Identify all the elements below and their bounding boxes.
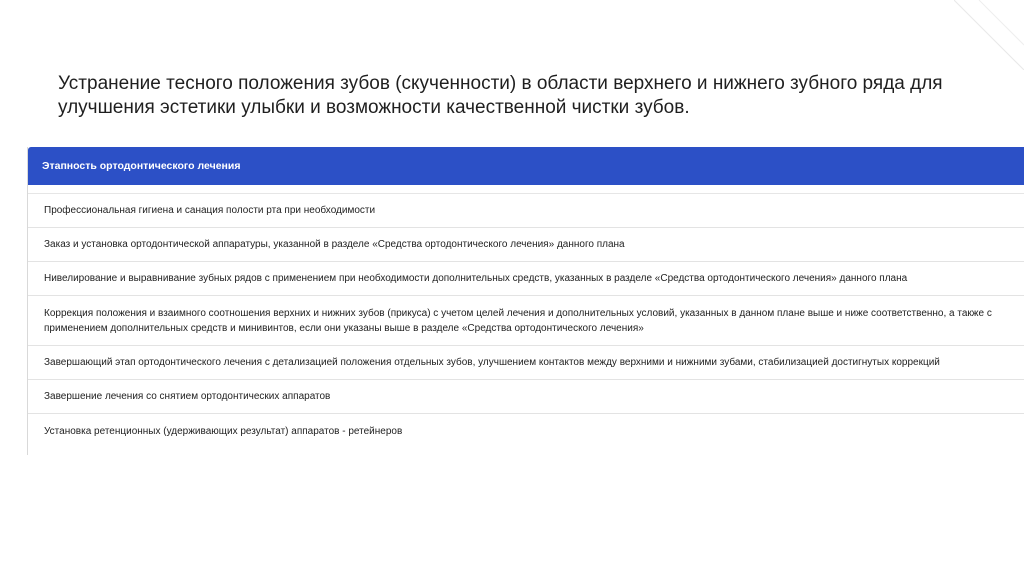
stage-text: Заказ и установка ортодонтической аппаратуры, указанной в разделе «Средства ортодонтического лечения» данного плана — [44, 239, 625, 250]
stage-text: Профессиональная гигиена и санация полости рта при необходимости — [44, 205, 376, 216]
stage-text: Установка ретенционных (удерживающих результат) аппаратов - ретейнеров — [44, 425, 403, 437]
stage-text: Коррекция положения и взаимного соотношения верхних и нижних зубов (прикуса) с учетом целей лечения и дополнительных условий, указанных в данном плане выше и ниже соответственно, а также с применением дополнительных средств и минивинтов, если они указаны выше в разделе «Средства ортодонтического лечения» — [44, 307, 992, 334]
page-title: Устранение тесного положения зубов (скученности) в области верхнего и нижнего зубного ряда для улучшения эстетики улыбки и возможности качественной чистки зубов. — [58, 73, 943, 118]
stage-row — [28, 296, 1024, 346]
stage-row — [28, 228, 1024, 262]
stage-row — [28, 262, 1024, 296]
stage-row — [28, 380, 1024, 414]
stage-text: Завершение лечения со снятием ортодонтических аппаратов — [44, 391, 331, 402]
stage-row — [28, 414, 1024, 448]
treatment-stages-panel — [27, 147, 1024, 455]
stage-row — [28, 194, 1024, 228]
stage-text: Нивелирование и выравнивание зубных рядов с применением при необходимости дополнительных средств, указанных в разделе «Средства ортодонтического лечения» данного плана — [44, 273, 908, 284]
panel-header: Этапность ортодонтического лечения — [28, 147, 1024, 185]
corner-decoration — [954, 0, 1024, 70]
stage-row — [28, 346, 1024, 380]
stage-text: Завершающий этап ортодонтического лечения с детализацией положения отдельных зубов, улучшением контактов между верхними и нижними зубами, стабилизацией достигнутых коррекций — [44, 357, 940, 368]
stages-list — [28, 193, 1024, 448]
